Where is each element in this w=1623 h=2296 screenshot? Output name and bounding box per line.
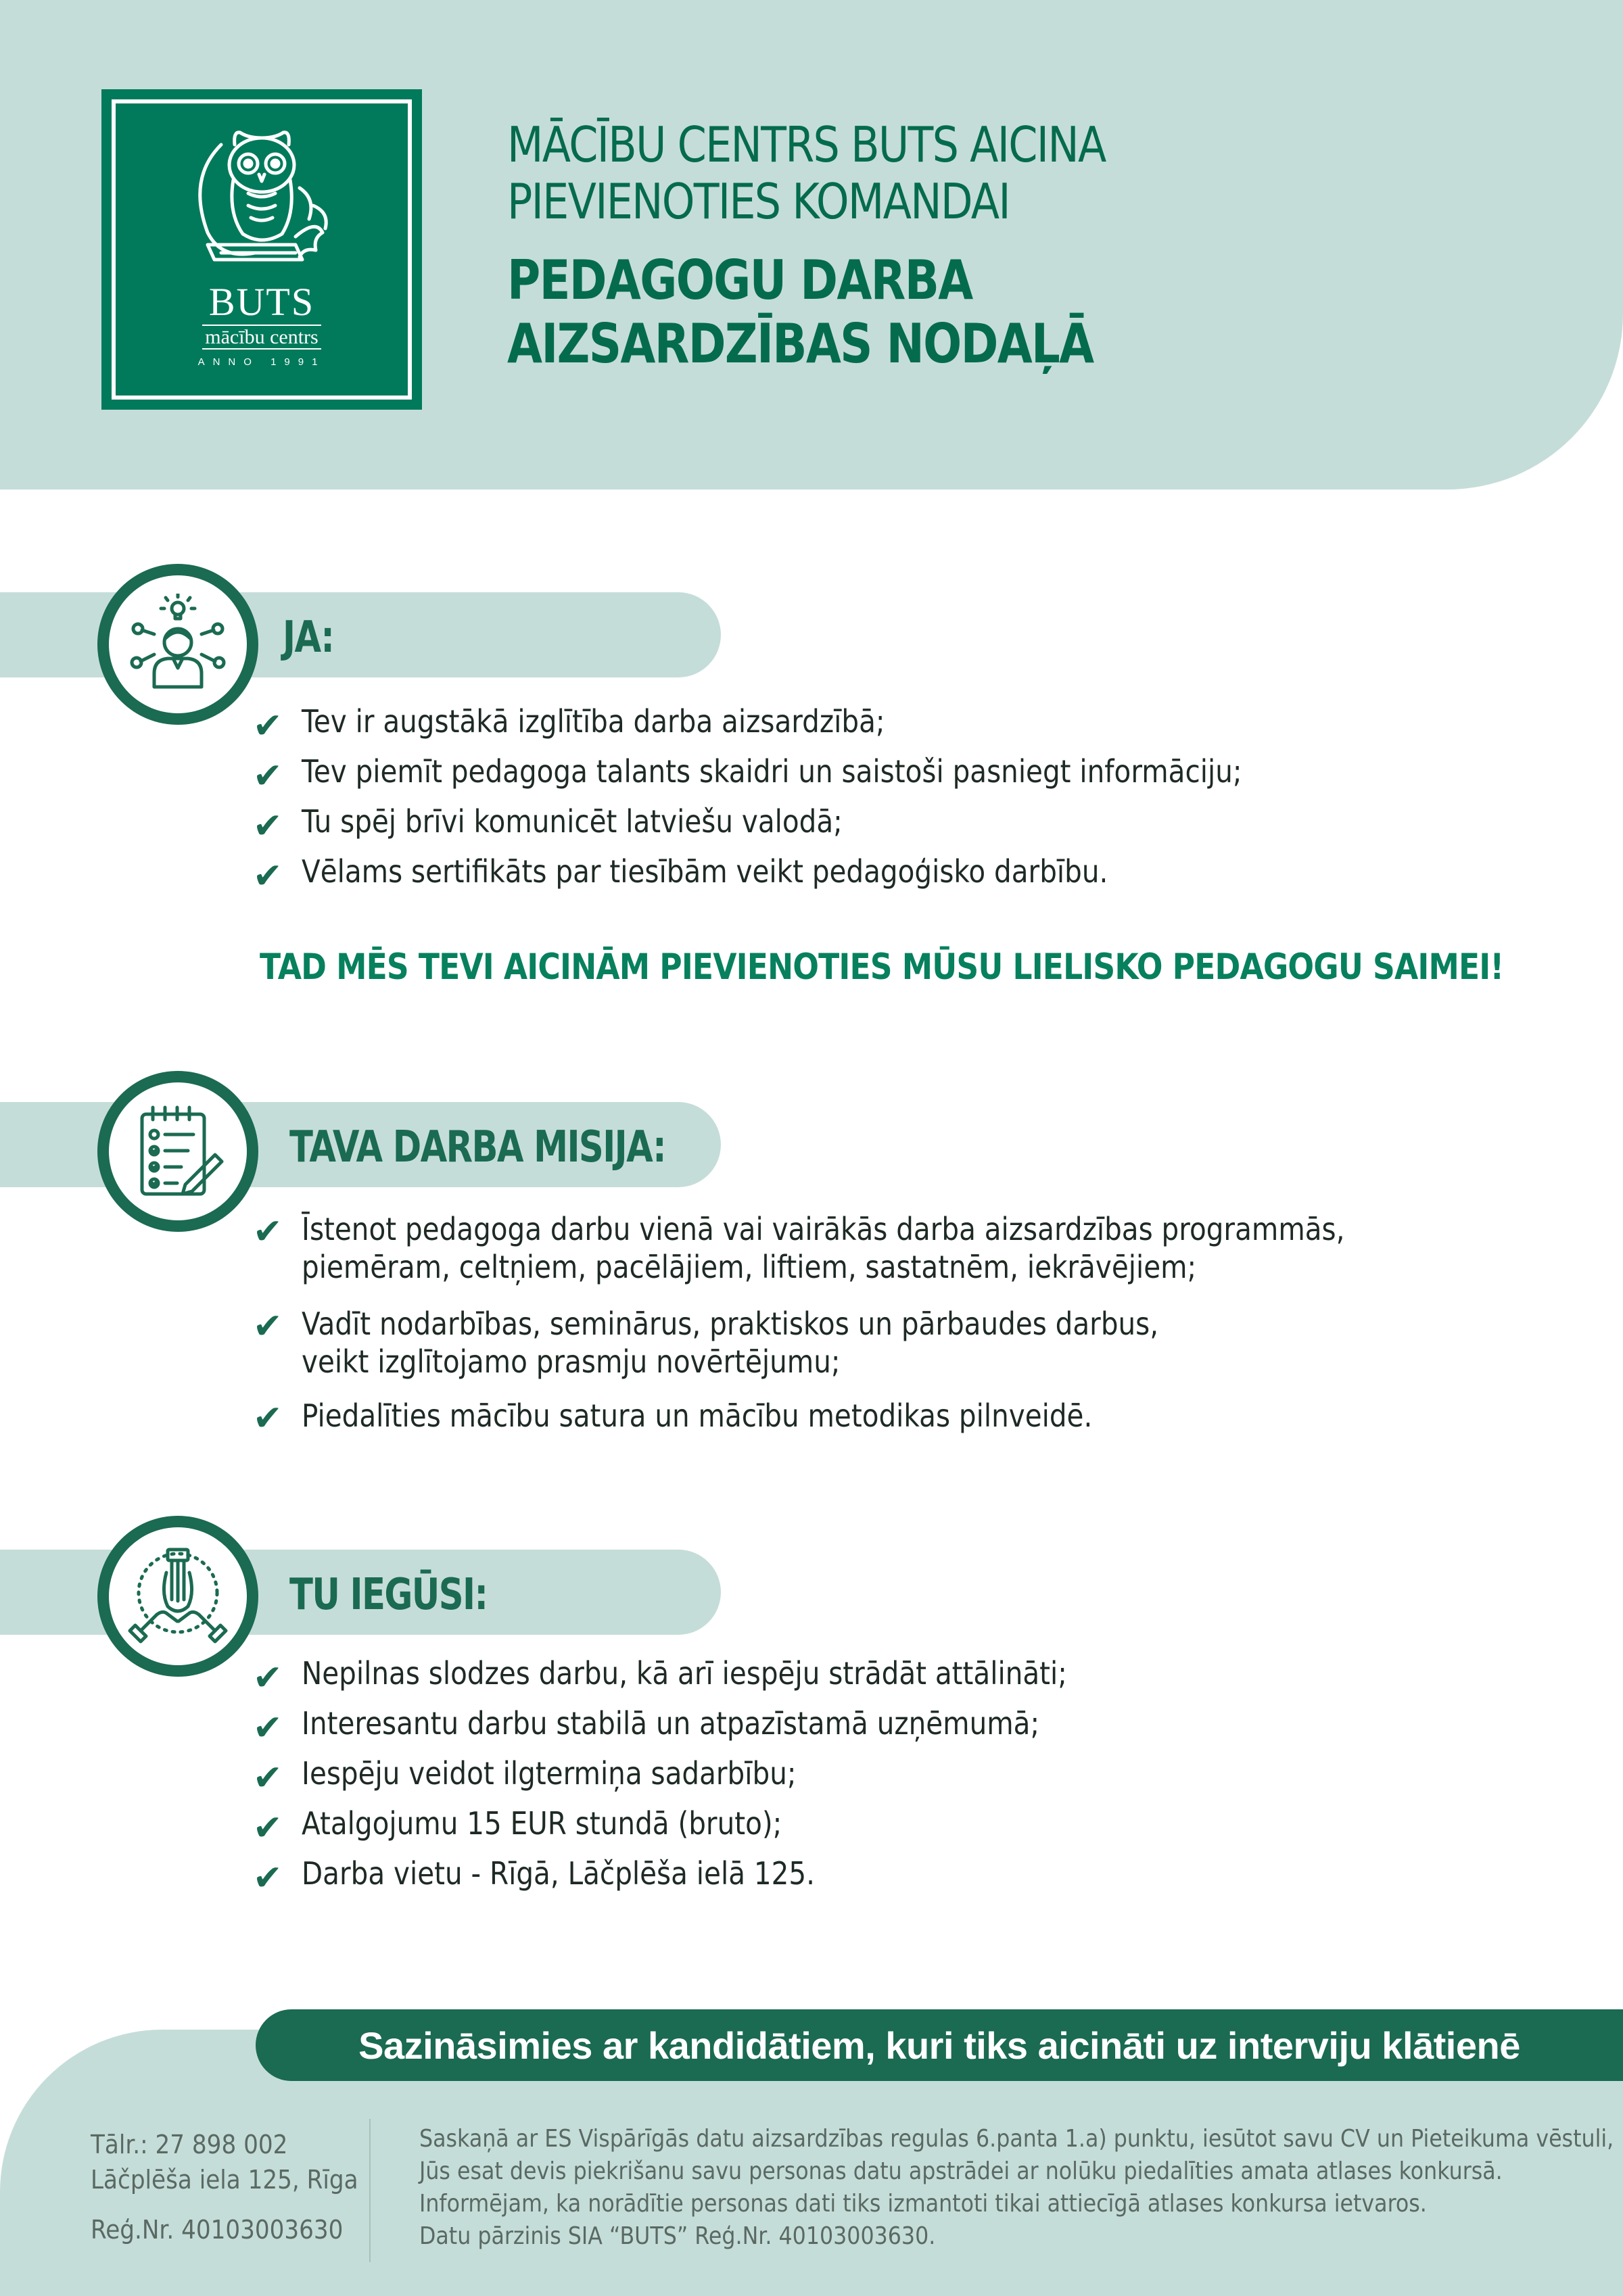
legal-notice — [419, 2123, 1614, 2253]
address: Lāčplēša iela 125, Rīga — [91, 2165, 358, 2195]
list-item: ✔ Atalgojumu 15 EUR stundā (bruto); — [253, 1805, 782, 1848]
requirements-list — [253, 703, 1370, 903]
phone-number: Tālr.: 27 898 002 — [91, 2130, 288, 2159]
check-icon: ✔ — [253, 806, 283, 846]
logo-name: BUTS — [208, 280, 315, 324]
title-line-1: MĀCĪBU CENTRS BUTS AICINA — [507, 116, 1106, 173]
check-icon: ✔ — [253, 1398, 283, 1439]
list-item: ✔ Tev piemīt pedagoga talants skaidri un saistoši pasniegt informāciju; — [253, 753, 1242, 796]
list-item: ✔ Darba vietu - Rīgā, Lāčplēša ielā 125. — [253, 1855, 815, 1898]
legal-line: Informējam, ka norādītie personas dati tiks izmantoti tikai attiecīgā atlases konkursa ietvaros. — [419, 2190, 1427, 2218]
checklist-icon — [127, 1101, 229, 1202]
section-icon-ja — [97, 564, 258, 725]
owl-icon — [181, 118, 343, 287]
check-icon: ✔ — [253, 1212, 283, 1252]
contact-banner — [256, 2009, 1623, 2081]
section-heading-ja: JA: — [283, 613, 334, 663]
title-line-3: PEDAGOGU DARBA — [507, 249, 972, 312]
section-heading-mission: TAVA DARBA MISIJA: — [289, 1122, 665, 1172]
check-icon: ✔ — [253, 706, 283, 746]
list-item: ✔ Piedalīties mācību satura un mācību metodikas pilnveidē. — [253, 1397, 1093, 1439]
benefits-list — [253, 1655, 1171, 1905]
check-icon: ✔ — [253, 1808, 283, 1848]
legal-line: Saskaņā ar ES Vispārīgās datu aizsardzības regulas 6.panta 1.a) punktu, iesūtot savu CV un Pieteikuma vēstuli, — [419, 2125, 1614, 2153]
section-icon-benefits — [97, 1516, 258, 1677]
list-item: ✔ Iespēju veidot ilgtermiņa sadarbību; — [253, 1755, 797, 1798]
contact-banner-text: Sazināsimies ar kandidātiem, kuri tiks aicināti uz interviju klātienē — [358, 2024, 1520, 2067]
idea-person-icon — [127, 594, 229, 695]
check-icon: ✔ — [253, 1758, 283, 1798]
check-icon: ✔ — [253, 756, 283, 796]
check-icon: ✔ — [253, 1306, 283, 1347]
list-item: ✔ Tev ir augstākā izglītība darba aizsardzībā; — [253, 703, 885, 746]
mission-list — [253, 1210, 1487, 1444]
buts-logo — [101, 89, 422, 410]
check-icon: ✔ — [253, 1708, 283, 1748]
check-icon: ✔ — [253, 1858, 283, 1898]
logo-anno: ANNO 1991 — [197, 356, 326, 368]
list-item: ✔ Nepilnas slodzes darbu, kā arī iespēju strādāt attālināti; — [253, 1655, 1067, 1698]
title-line-4: AIZSARDZĪBAS NODAĻĀ — [507, 312, 1093, 375]
list-item: ✔ Īstenot pedagoga darbu vienā vai vairākās darba aizsardzības programmās, piemēram, celtņiem, pacēlājiem, liftiem, sastatnēm, iekrāvējiem; — [253, 1211, 1345, 1285]
check-icon: ✔ — [253, 856, 283, 896]
footer-divider — [369, 2119, 371, 2262]
legal-line: Datu pārzinis SIA “BUTS” Reģ.Nr. 40103003630. — [419, 2222, 936, 2250]
section-heading-benefits: TU IEGŪSI: — [289, 1570, 488, 1620]
list-item: ✔ Vēlams sertifikāts par tiesībām veikt pedagoģisko darbību. — [253, 853, 1108, 896]
handshake-icon — [127, 1546, 229, 1647]
list-item: ✔ Interesantu darbu stabilā un atpazīstamā uzņēmumā; — [253, 1705, 1040, 1748]
registration-number: Reģ.Nr. 40103003630 — [91, 2215, 344, 2245]
logo-subtitle: mācību centrs — [202, 325, 321, 350]
list-item: ✔ Vadīt nodarbības, seminārus, praktiskos un pārbaudes darbus, veikt izglītojamo prasmju novērtējumu; — [253, 1306, 1159, 1380]
callout-text: TAD MĒS TEVI AICINĀM PIEVIENOTIES MŪSU LIELISKO PEDAGOGU SAIMEI! — [260, 947, 1504, 988]
section-icon-mission — [97, 1071, 258, 1232]
check-icon: ✔ — [253, 1658, 283, 1698]
title-line-2: PIEVIENOTIES KOMANDAI — [507, 173, 1010, 230]
list-item: ✔ Tu spēj brīvi komunicēt latviešu valodā; — [253, 803, 843, 846]
page-title — [507, 116, 1522, 376]
legal-line: Jūs esat devis piekrišanu savu personas datu apstrādei ar nolūku piedalīties amata atlases konkursā. — [419, 2157, 1503, 2185]
contact-info — [91, 2127, 388, 2247]
